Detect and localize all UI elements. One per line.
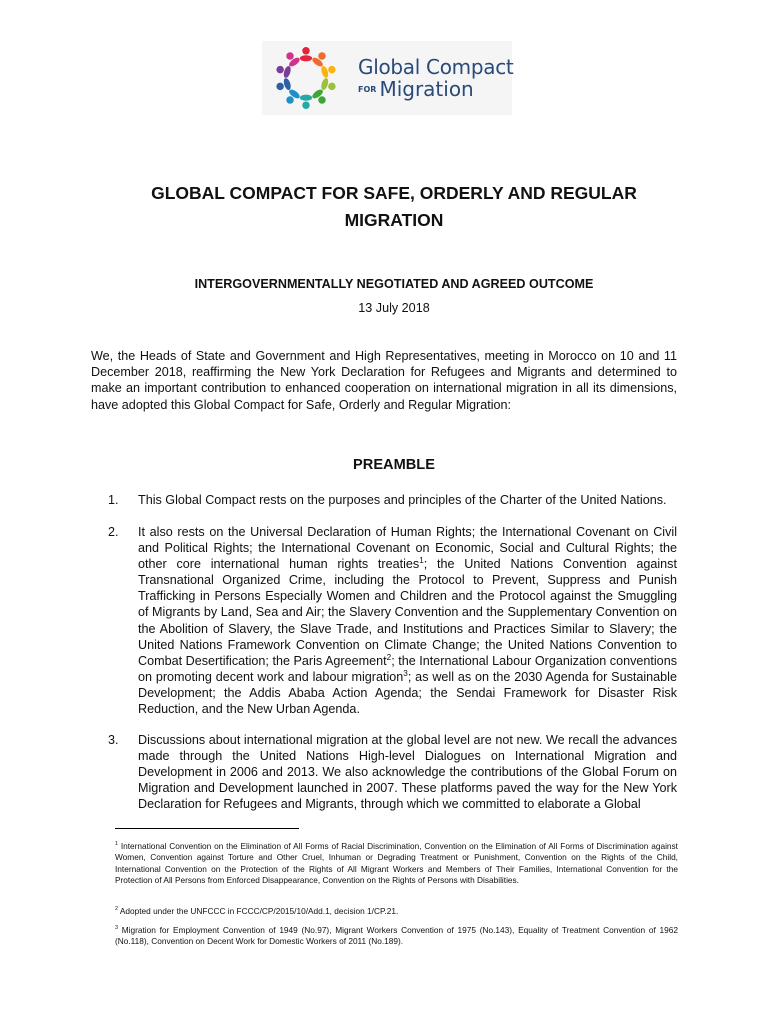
paragraph-number: 2. — [108, 525, 119, 539]
document-date: 13 July 2018 — [358, 301, 430, 315]
paragraph-text-part: ; as well as on the 2030 Agenda for Sustainable Development; the Addis Ababa Action Agenda; the Sendai Framework for Disaster Risk Reduction, and the New Urban Agenda. — [138, 669, 677, 717]
logo-person-figure — [276, 65, 292, 79]
paragraph-number: 3. — [108, 733, 119, 747]
intro-paragraph: We, the Heads of State and Government and High Representatives, meeting in Morocco on 10 and 11 December 2018, reaffirming the New York Declaration for Refugees and Migrants and determined to make an important contribution to enhanced cooperation on international migration in all its dimensions, have adopted this Global Compact for Safe, Orderly and Regular Migration: — [91, 349, 677, 412]
document-subtitle: INTERGOVERNMENTALLY NEGOTIATED AND AGREED OUTCOME — [194, 277, 594, 291]
footnote-number: 3 — [115, 925, 118, 932]
preamble-heading: PREAMBLE — [353, 457, 435, 473]
logo-for: FOR — [358, 84, 377, 94]
paragraph-text-part: ; the International Labour Organization conventions on promoting decent work and labour migration — [138, 653, 677, 684]
paragraph-text: This Global Compact rests on the purposes and principles of the Charter of the United Nations. — [138, 493, 667, 507]
footnote-ref-1[interactable]: 1 — [419, 556, 424, 565]
logo-person-figure — [276, 77, 292, 91]
footnote-ref-2[interactable]: 2 — [386, 652, 392, 662]
logo-person-figure — [311, 52, 326, 68]
logo-person-figure — [320, 65, 336, 79]
footnote-separator — [115, 828, 299, 829]
people-circle-icon — [272, 44, 340, 112]
logo-line2 — [358, 77, 513, 101]
logo-person-figure — [311, 88, 326, 104]
footnote-3 — [115, 925, 678, 948]
logo-wordmark — [358, 55, 513, 101]
logo-person-figure — [286, 88, 301, 104]
logo-person-figure — [300, 95, 312, 109]
paragraph-text: Discussions about international migration at the global level are not new. We recall the advances made through the United Nations High-level Dialogues on International Migration and Development in 2006 and 2013. We also acknowledge the contributions of the Global Forum on Migration and Development launched in 2007. These platforms paved the way for the New York Declaration for Refugees and Migrants, through which we committed to elaborate a Global — [138, 733, 677, 812]
footnote-text: International Convention on the Elimination of All Forms of Racial Discrimination, Convention on the Elimination of All Forms of Discrimination against Women, Convention against Torture and Other Cruel, Inhuman or Degrading Treatment or Punishment, Convention on the Rights of the Child, International Convention on the Protection of the Rights of All Migrant Workers and Members of Their Families, International Convention for the Protection of All Persons from Enforced Disappearance, Convention on the Rights of Persons with Disabilities. — [115, 841, 678, 885]
paragraph-number: 1. — [108, 493, 119, 507]
paragraph-text-part: It also rests on the Universal Declaration of Human Rights; the International Covenant on Civil and Political Rights; the International Covenant on Economic, Social and Cultural Rights; the other core international human rights treaties — [138, 525, 677, 572]
global-compact-logo — [262, 41, 512, 115]
footnote-number: 1 — [115, 841, 118, 848]
footnote-1 — [115, 841, 678, 886]
logo-migration: Migration — [379, 77, 474, 101]
logo-person-figure — [300, 47, 312, 61]
footnote-ref-3[interactable]: 3 — [403, 668, 408, 678]
footnote-text: Migration for Employment Convention of 1949 (No.97), Migrant Workers Convention of 1975 (No.143), Equality of Treatment Convention of 1962 (No.118), Convention on Decent Work for Domestic Workers of 2011 (No.189). — [115, 925, 678, 947]
paragraph-text — [138, 524, 677, 717]
footnote-2 — [115, 906, 678, 917]
paragraph-2 — [91, 524, 677, 717]
document-title: GLOBAL COMPACT FOR SAFE, ORDERLY AND REGULAR MIGRATION — [151, 183, 637, 230]
logo-person-figure — [320, 77, 336, 91]
paragraph-1 — [91, 492, 677, 508]
footnote-text: Adopted under the UNFCCC in FCCC/CP/2015/10/Add.1, decision 1/CP.21. — [118, 906, 399, 916]
logo-person-figure — [286, 52, 301, 68]
logo-line1: Global Compact — [358, 55, 514, 79]
paragraph-text-part: ; the United Nations Convention against Transnational Organized Crime, including the Protocol to Prevent, Suppress and Punish Trafficking in Persons Especially Women and Children and the Protocol against the Smuggling of Migrants by Land, Sea and Air; the Slavery Convention and the Supplementary Convention on the Abolition of Slavery, the Slave Trade, and Institutions and Practices Similar to Slavery; the United Nations Framework Convention on Climate Change; the United Nations Convention to Combat Desertification; the Paris Agreement — [138, 557, 677, 668]
footnote-number: 2 — [115, 906, 118, 913]
paragraph-3 — [91, 732, 677, 812]
